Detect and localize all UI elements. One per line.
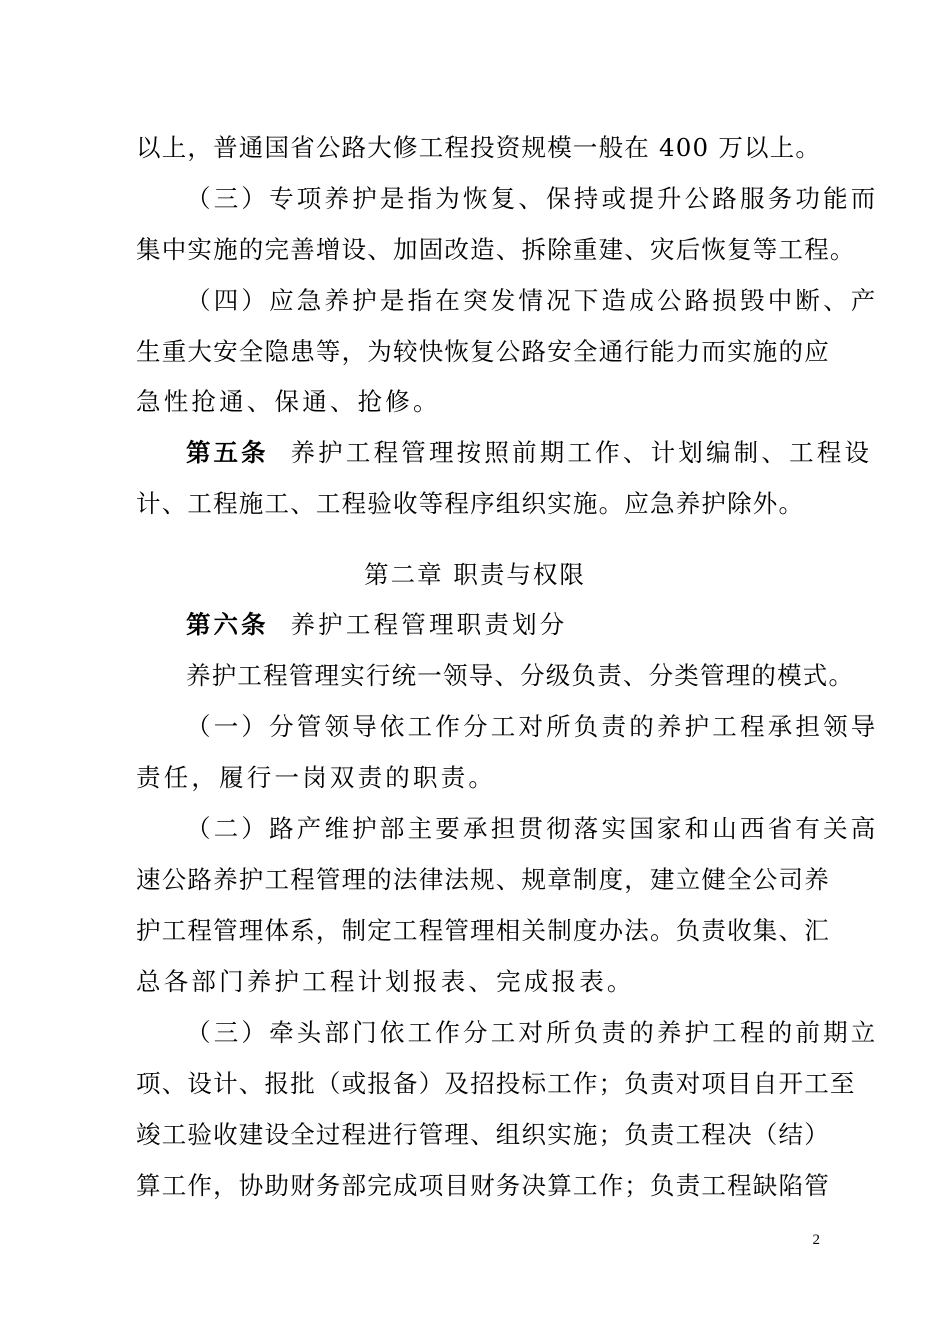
article-5-text: 养护工程管理按照前期工作、计划编制、工程设 [290,438,873,467]
chapter-title: 第二章 职责与权限 [364,560,586,589]
paragraph-line: 集中实施的完善增设、加固改造、拆除重建、灾后恢复等工程。 [136,235,856,264]
paragraph-line: 项、设计、报批（或报备）及招投标工作；负责对项目自开工至 [136,1069,856,1098]
paragraph-line: 生重大安全隐患等，为较快恢复公路安全通行能力而实施的应 [136,337,830,366]
article-5-line [186,435,873,471]
paragraph-line: 竣工验收建设全过程进行管理、组织实施；负责工程决（结） [136,1120,830,1149]
paragraph-line: 责任，履行一岗双责的职责。 [136,763,497,792]
paragraph-line: 算工作，协助财务部完成项目财务决算工作；负责工程缺陷管 [136,1171,830,1200]
paragraph-line: 速公路养护工程管理的法律法规、规章制度，建立健全公司养 [136,865,830,894]
page-number: 2 [812,1232,820,1248]
paragraph-line: 计、工程施工、工程验收等程序组织实施。应急养护除外。 [136,489,805,518]
paragraph-line: （二）路产维护部主要承担贯彻落实国家和山西省有关高 [186,814,879,843]
article-6-label: 第六条 [186,610,269,639]
paragraph-line: 养护工程管理实行统一领导、分级负责、分类管理的模式。 [186,661,855,690]
paragraph-line: 急性抢通、保通、抢修。 [136,387,441,416]
paragraph-line: 护工程管理体系，制定工程管理相关制度办法。负责收集、汇 [136,916,830,945]
article-6-line [186,607,820,643]
article-5-label: 第五条 [186,438,269,467]
paragraph-line: 以上，普通国省公路大修工程投资规模一般在 400 万以上。 [136,133,822,162]
paragraph-line: （三）专项养护是指为恢复、保持或提升公路服务功能而 [186,184,879,213]
article-6-text: 养护工程管理职责划分 [290,610,568,639]
paragraph-line: （一）分管领导依工作分工对所负责的养护工程承担领导 [186,712,879,741]
paragraph-line: 总各部门养护工程计划报表、完成报表。 [136,967,635,996]
paragraph-line: （四）应急养护是指在突发情况下造成公路损毁中断、产 [186,286,879,315]
paragraph-line: （三）牵头部门依工作分工对所负责的养护工程的前期立 [186,1018,879,1047]
